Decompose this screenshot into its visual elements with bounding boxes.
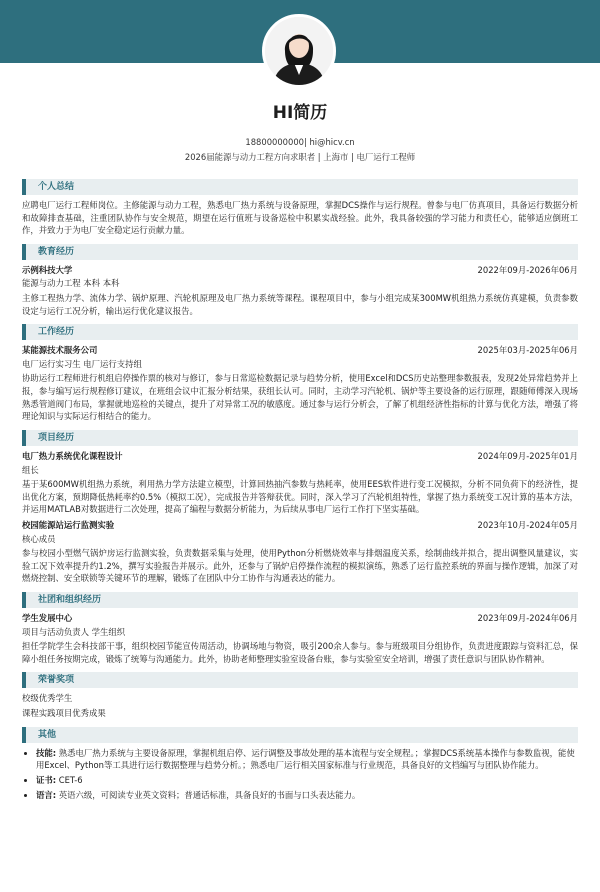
language-text: 英语六级，可阅读专业英文资料；普通话标准，具备良好的书面与口头表达能力。 — [58, 789, 361, 800]
activity-text: 担任学院学生会科技部干事，组织校园节能宣传周活动，协调场地与物资，吸引200余人参与。参与班级项目分组协作，负责进度跟踪与资料汇总，保障小组任务按期完成，锻炼了统筹与沟通能力。此外，协助老师整理实验室设备台账，参与实验室安全培训，增强了责任意识与团队协作精神。 — [22, 641, 578, 664]
project-text: 参与校园小型燃气锅炉房运行监测实验，负责数据采集与处理，使用Python分析燃烧效率与排烟温度关系，绘制曲线并拟合，提出调整风量建议，实验工况下效率提升约1.2%，撰写实验报告并展示。此外，还参与了锅炉启停操作流程的模拟演练，熟悉了运行监控系统的界面与操作逻辑，加深了对燃烧控制、安全联锁等关键环节的理解，锻炼了在团队中分工协作与沟通表达的能力。 — [22, 548, 578, 584]
work-date: 2025年03月-2025年06月 — [477, 345, 578, 356]
avatar — [262, 14, 336, 88]
project-name: 电厂热力系统优化课程设计 — [22, 450, 123, 461]
profile-photo-icon — [265, 17, 333, 85]
job-intent: 2026届能源与动力工程方向求职者 | 上海市 | 电厂运行工程师 — [184, 152, 416, 162]
education-date: 2022年09月-2026年06月 — [477, 264, 578, 275]
honor-item: 校级优秀学生 — [22, 693, 73, 704]
project-row — [22, 519, 578, 532]
work-row — [22, 344, 578, 357]
skill-label: 技能: — [36, 747, 57, 758]
section-title-education: 教育经历 — [22, 244, 578, 260]
education-row — [22, 264, 578, 277]
certificate-label: 证书: — [36, 774, 57, 785]
list-item — [36, 789, 578, 802]
section-title-summary: 个人总结 — [22, 179, 578, 195]
candidate-name: HI简历 — [272, 103, 328, 123]
education-major: 能源与动力工程 本科 本科 — [22, 278, 120, 289]
project-date: 2024年09月-2025年01月 — [477, 450, 578, 461]
work-role: 电厂运行实习生 电厂运行支持组 — [22, 358, 142, 369]
certificate-text: CET-6 — [58, 774, 83, 785]
list-item — [36, 747, 578, 772]
company-name: 某能源技术服务公司 — [22, 345, 98, 356]
education-text: 主修工程热力学、流体力学、锅炉原理、汽轮机原理及电厂热力系统等课程。课程项目中，参与小组完成某300MW机组热力系统仿真建模，负责参数设定与运行工况分析，输出运行优化建议报告。 — [22, 293, 578, 316]
skill-text: 熟悉电厂热力系统与主要设备原理，掌握机组启停、运行调整及事故处理的基本流程与安全规程。；掌握DCS系统基本操作与参数监视，能使用Excel、Python等工具进行运行数据整理与趋势分析。；熟悉电厂运行相关国家标准与行业规范，具备良好的文档编写与团队协作能力。 — [36, 747, 575, 771]
org-name: 学生发展中心 — [22, 613, 73, 624]
project-role: 核心成员 — [22, 533, 56, 544]
activity-date: 2023年09月-2024年06月 — [477, 613, 578, 624]
other-list — [22, 747, 578, 801]
section-title-other: 其他 — [22, 727, 578, 743]
school-name: 示例科技大学 — [22, 264, 73, 275]
project-row — [22, 450, 578, 463]
resume-content — [22, 172, 578, 803]
section-title-projects: 项目经历 — [22, 430, 578, 446]
section-title-work: 工作经历 — [22, 324, 578, 340]
project-date: 2023年10月-2024年05月 — [477, 519, 578, 530]
section-title-activities: 社团和组织经历 — [22, 592, 578, 608]
project-role: 组长 — [22, 464, 39, 475]
honor-item: 课程实践项目优秀成果 — [22, 708, 106, 719]
activity-role: 项目与活动负责人 学生组织 — [22, 626, 126, 637]
list-item — [36, 774, 578, 787]
project-name: 校园能源站运行监测实验 — [22, 519, 115, 530]
language-label: 语言: — [36, 789, 57, 800]
section-title-honors: 荣誉奖项 — [22, 672, 578, 688]
project-text: 基于某600MW机组热力系统，利用热力学方法建立模型，计算回热抽汽参数与热耗率，使用EES软件进行变工况模拟，分析不同负荷下的经济性，提出优化方案，预期降低热耗率约0.5%（模拟工况），完成报告并答辩获优。同时，深入学习了汽轮机组特性，掌握了热力系统变工况计算的基本方法，并运用MATLAB对数据进行二次处理，提高了编程与数据分析能力，为后续从事电厂运行工作打下坚实基础。 — [22, 479, 578, 515]
summary-text: 应聘电厂运行工程师岗位。主修能源与动力工程，熟悉电厂热力系统与设备原理，掌握DCS操作与运行规程。曾参与电厂仿真项目，具备运行数据分析和故障排查基础，注重团队协作与安全规范，期望在运行值班与设备巡检中积累实战经验。此外，我具备较强的学习能力和责任心，能够适应倒班工作，并致力于为电厂安全稳定运行贡献力量。 — [22, 200, 578, 236]
work-text: 协助运行工程师进行机组启停操作票的核对与修订，参与日常巡检数据记录与趋势分析，使用Excel和DCS历史站整理参数报表，发现2处异常趋势并上报，参与编写运行规程修订建议，在班组会议中汇报分析结果，获组长认可。同时，主动学习汽轮机、锅炉等主要设备的运行原理，跟随师傅深入现场熟悉管道阀门布局，掌握就地巡检的关键点，提升了对异常工况的敏感度。通过参与运行分析会，了解了机组经济性指标的计算与优化方法，增强了将理论知识与实际运行相结合的能力。 — [22, 373, 578, 422]
contact-info: 18800000000| hi@hicv.cn — [245, 137, 355, 147]
activity-row — [22, 612, 578, 625]
